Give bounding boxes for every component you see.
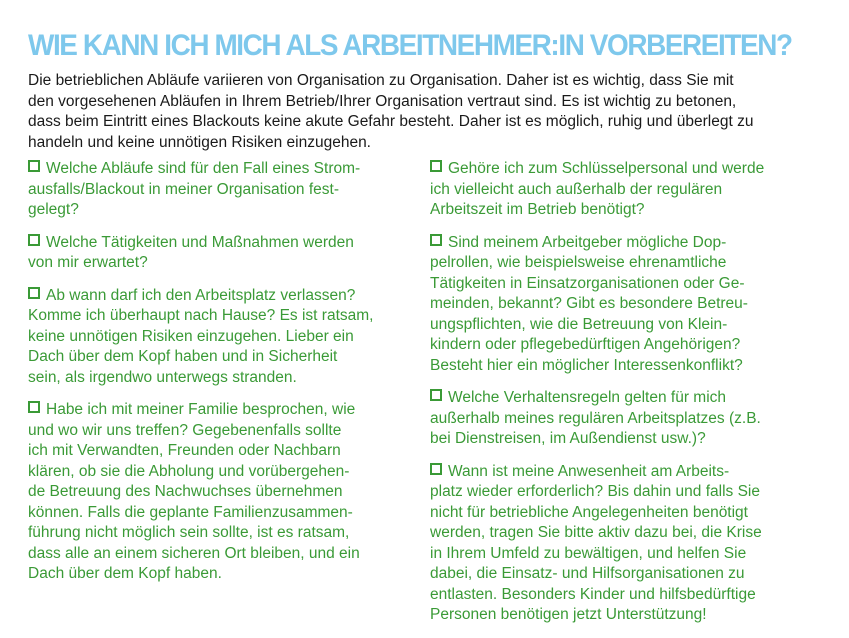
checklist-item-line: entlasten. Besonders Kinder und hilfsbedürftige bbox=[430, 585, 756, 603]
checklist-item bbox=[28, 286, 398, 389]
checklist-item-line: bei Dienstreisen, im Außendienst usw.)? bbox=[430, 430, 706, 447]
checklist-item-line: Tätigkeiten in Einsatzorganisationen oder Ge- bbox=[430, 274, 745, 292]
page-title: WIE KANN ICH MICH ALS ARBEITNEHMER:IN VORBEREITEN? bbox=[28, 29, 792, 62]
checklist-item-line: in Ihrem Umfeld zu bewältigen, und helfen Sie bbox=[430, 544, 747, 562]
checklist-item-text: Habe ich mit meiner Familie besprochen, wie bbox=[46, 401, 356, 418]
checklist-item-line: ausfalls/Blackout in meiner Organisation fest- bbox=[28, 180, 340, 198]
checklist-item-line bbox=[28, 286, 398, 307]
checklist-item bbox=[28, 400, 398, 585]
checkbox-icon bbox=[28, 401, 40, 413]
checklist-item-line: Arbeitszeit im Betrieb benötigt? bbox=[430, 201, 645, 218]
checklist-item-text: Welche Abläufe sind für den Fall eines Strom- bbox=[46, 160, 361, 177]
checklist-item-text: Ab wann darf ich den Arbeitsplatz verlassen? bbox=[46, 286, 356, 304]
checklist-item bbox=[430, 159, 800, 221]
checklist-item-line: dabei, die Einsatz- und Hilfsorganisationen zu bbox=[430, 565, 745, 582]
checklist-item-line: können. Falls die geplante Familienzusammen- bbox=[28, 503, 353, 521]
checklist-item bbox=[430, 462, 800, 626]
checklist-item-line: von mir erwartet? bbox=[28, 254, 148, 271]
checklist-item-line: dass alle an einem sicheren Ort bleiben, und ein bbox=[28, 544, 360, 562]
checkbox-icon bbox=[28, 287, 40, 299]
checklist-item bbox=[28, 233, 398, 274]
checkbox-icon bbox=[28, 234, 40, 246]
checklist-item-line bbox=[430, 233, 800, 254]
checkbox-icon bbox=[430, 234, 442, 246]
checklist-item-line bbox=[28, 159, 398, 180]
checklist-item-line: nicht für betriebliche Angelegenheiten benötigt bbox=[430, 503, 748, 521]
checklist-item-text: Welche Tätigkeiten und Maßnahmen werden bbox=[46, 233, 354, 251]
checkbox-icon bbox=[430, 463, 442, 475]
checklist-item-text: Sind meinem Arbeitgeber mögliche Dop- bbox=[448, 233, 727, 251]
checklist-item bbox=[430, 233, 800, 377]
intro-line: handeln und keine unnötigen Risiken einzugehen. bbox=[28, 133, 371, 151]
checklist-item-line: sein, als irgendwo unterwegs stranden. bbox=[28, 368, 297, 386]
intro-paragraph bbox=[28, 71, 828, 153]
left-question-column bbox=[28, 159, 398, 597]
checklist-item-text: Wann ist meine Anwesenheit am Arbeits- bbox=[448, 462, 730, 480]
checklist-item-line: de Betreuung des Nachwuchses übernehmen bbox=[28, 483, 343, 500]
checklist-item-line bbox=[28, 400, 398, 421]
checklist-item-line: führung nicht möglich sein sollte, ist es ratsam, bbox=[28, 524, 350, 541]
intro-line: dass beim Eintritt eines Blackouts keine akute Gefahr besteht. Daher ist es möglich, ruhig und überlegt zu bbox=[28, 113, 754, 130]
checklist-item-line: außerhalb meines regulären Arbeitsplatzes (z.B. bbox=[430, 409, 761, 427]
checklist-item-line: meinden, bekannt? Gibt es besondere Betreu- bbox=[430, 295, 748, 312]
checklist-item-line: ich vielleicht auch außerhalb der regulären bbox=[430, 180, 723, 198]
checklist-item-text: Welche Verhaltensregeln gelten für mich bbox=[448, 389, 727, 406]
checklist-item bbox=[430, 388, 800, 450]
checkbox-icon bbox=[28, 160, 40, 172]
checklist-item-line: ungspflichten, wie die Betreuung von Klein- bbox=[430, 315, 728, 333]
checklist-item-line: Besteht hier ein möglicher Interessenkonflikt? bbox=[430, 356, 743, 374]
checklist-item-line: keine unnötigen Risiken einzugehen. Lieber ein bbox=[28, 327, 354, 345]
checklist-item-line bbox=[430, 159, 800, 180]
checklist-item-line: kindern oder pflegebedürftigen Angehörigen? bbox=[430, 336, 741, 353]
checklist-item bbox=[28, 159, 398, 221]
checklist-item-line bbox=[430, 388, 800, 409]
checkbox-icon bbox=[430, 160, 442, 172]
checklist-item-line bbox=[28, 233, 398, 254]
checklist-item-line: platz wieder erforderlich? Bis dahin und falls Sie bbox=[430, 483, 760, 500]
checklist-item-line: Dach über dem Kopf haben und in Sicherheit bbox=[28, 348, 338, 365]
checklist-item-line: Dach über dem Kopf haben. bbox=[28, 565, 222, 582]
checklist-item-line: ich mit Verwandten, Freunden oder Nachbarn bbox=[28, 442, 341, 459]
right-question-column bbox=[430, 159, 800, 638]
checklist-item-line: Komme ich überhaupt nach Hause? Es ist ratsam, bbox=[28, 307, 374, 324]
checkbox-icon bbox=[430, 389, 442, 401]
intro-line: den vorgesehenen Abläufen in Ihrem Betrieb/Ihrer Organisation vertraut sind. Es ist wichtig zu betonen, bbox=[28, 92, 737, 110]
checklist-item-line: pelrollen, wie beispielsweise ehrenamtliche bbox=[430, 254, 727, 271]
checklist-item-line: klären, ob sie die Abholung und vorübergehen- bbox=[28, 462, 350, 480]
checklist-item-line: werden, tragen Sie bitte aktiv dazu bei, die Krise bbox=[430, 524, 762, 541]
checklist-item-line: gelegt? bbox=[28, 201, 79, 218]
checklist-item-text: Gehöre ich zum Schlüsselpersonal und werde bbox=[448, 160, 765, 177]
checklist-item-line bbox=[430, 462, 800, 483]
checklist-item-line: und wo wir uns treffen? Gegebenenfalls sollte bbox=[28, 421, 342, 439]
checklist-item-line: Personen benötigen jetzt Unterstützung! bbox=[430, 606, 707, 623]
intro-line: Die betrieblichen Abläufe variieren von Organisation zu Organisation. Daher ist es wichtig, dass Sie mit bbox=[28, 72, 734, 89]
